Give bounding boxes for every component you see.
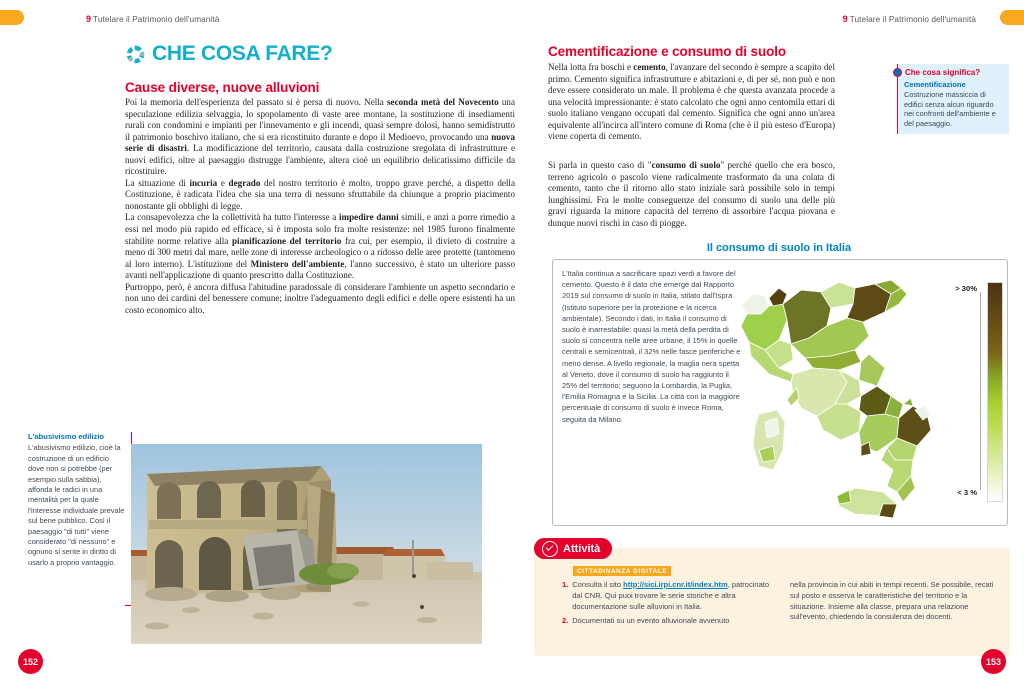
figure-caption: L'Italia continua a sacrificare spazi verdi a favore del cemento. Questo è il dato che emerge dal Rapporto 2019 sul consumo di suolo in Italia, stilato dall'Ispra (Istituto superiore per la protezione e la ricerca ambientale). Secondo i dati, in Italia il consumo di suolo è inarrestabile: quasi la metà della perdita di suolo si concentra nelle aree urbane, il 15% in quelle centrali e semicentrali, il 32% nelle fasce periferiche e meno dense. A livello regionale, la maglia nera spetta al Veneto, dove il consumo di suolo ha raggiunto il 25% del territorio; seguono la Lombardia, la Puglia, l'Emilia Romagna e la Sicilia. La città con la maggiore percentuale di consumo di suolo è invece Roma, seguita da Milano. [562,269,741,424]
activity-item [562,616,772,627]
running-head-right [843,14,976,24]
chapter-number-right: 9 [842,14,848,24]
check-circle-icon [542,541,558,557]
side-note-text: L'abusivismo edilizio, cioè la costruzione di un edificio dove non si potrebbe (per esempio sulla sabbia), affonda le radici in una mentalità per la quale l'interesse individuale prevale sul bene pubblico. Così il paesaggio "di tutti" viene considerato "di nessuno" e ognuno si sente in diritto di usarlo a proprio vantaggio. [28,443,125,567]
glossary-definition: Costruzione massiccia di edifici senza alcun riguardo nei confronti dell'ambiente e del paesaggio. [904,90,996,128]
heading-cementificazione: Cementificazione e consumo di suolo [548,44,787,59]
legend-gradient-bar [987,282,1003,502]
activity-text-before: Consulta il sito [572,580,624,589]
heading-cause-diverse: Cause diverse, nuove alluvioni [125,80,320,95]
side-note-abusivismo [28,432,132,568]
activity-badge-label: Attività [563,542,601,555]
activity-item-number: 1. [562,580,569,589]
activity-link[interactable]: http://sici.irpi.cnr.it/index.htm [623,580,728,589]
glossary-header [904,68,1004,77]
chapter-tab-left [0,10,24,25]
activity-badge [534,538,612,559]
activity-column-2: nella provincia in cui abiti in tempi recenti. Se possibile, recati sul posto e osserva le caratteristiche del territorio e la situazione. Insieme alla classe, prepara una relazione sull'evento, chiedendo la consulenza dei docenti. [790,580,994,622]
glossary-term: Cementificazione [904,80,966,89]
legend-axis-line [980,292,981,490]
activity-text-after: , patrocinato dal CNR. Qui puoi trovare le serie storiche e altra documentazione sulle alluvioni in Italia. [572,580,769,611]
chapter-number-left: 9 [86,14,92,24]
chapter-tab-right [1000,10,1024,25]
photo-edificio-abusivo [131,444,482,644]
side-note-title: L'abusivismo edilizio [28,432,105,441]
activity-columns [562,580,1000,652]
map-legend [955,282,1007,504]
activity-item-text [572,580,772,612]
folio-left: 152 [18,649,43,674]
activity-item [562,580,772,612]
right-body-text-2: Si parla in questo caso di "consumo di suolo" perché quello che era bosco, terreno agricolo o pascolo viene radicalmente trasformato da una colata di cemento, tanto che il ritorno allo stato iniziale sarà possibile solo in tempi lunghissimi. Fra le molte conseguenze del consumo di suolo una delle più gravi riguarda la minore capacità del terreno di assorbire l'acqua piovana e dunque nuovi rischi in caso di piogge. [548,160,835,228]
running-head-title-right: Tutelare il Patrimonio dell'umanità [849,15,976,24]
italy-choropleth-map [735,264,940,522]
legend-label-max: > 30% [955,284,977,293]
glossary-box [897,64,1009,134]
folio-right: 153 [981,649,1006,674]
activity-item-text: Documentati su un evento alluvionale avvenuto [572,616,730,626]
glossary-head-label: Che cosa significa? [905,68,981,77]
info-dot-icon [893,68,902,77]
figure-title: Il consumo di suolo in Italia [706,242,852,254]
activity-tag: CITTADINANZA DIGITALE [573,566,671,576]
legend-label-min: < 3 % [957,488,977,497]
che-cosa-fare-title: CHE COSA FARE? [152,42,333,65]
running-head-left [86,14,219,24]
activity-column-1 [562,580,772,652]
left-body-text: Poi la memoria dell'esperienza del passato si è persa di nuovo. Nella seconda metà del Novecento una speculazione edilizia selvaggia, lo spopolamento di vaste aree montane, la sostituzione di insediamenti rurali con condomìni e impianti per l'innevamento e gli incendi, quasi sempre dolosi, hanno semidistrutto il patrimonio boschivo italiano, che si era ricostituito durante e dopo il Medioevo, provocando una nuova serie di disastri. La modificazione del territorio, causata dalla costruzione sregolata di infrastrutture e nuovi edifici, oltre al paesaggio distrugge l'ambiente, altera cioè un equilibrio delicatissimo difficile da ricostituire. La situazione di incuria e degrado del nostro territorio è molto, troppo grave perché, a dispetto della Costituzione, è radicata l'idea che sia una terra di nessuno sfruttabile da chiunque a proprio piacimento nonostante gli obblighi di legge. La consapevolezza che la collettività ha tutto l'interesse a impedire danni simili, e anzi a porre rimedio a essi nel modo più rapido ed efficace, si è imposta solo fra molte resistenze: nel 1985 furono finalmente stabilite norme relative alla pianificazione del territorio fra cui, per esempio, il divieto di costruire a meno di 300 metri dal mare, nelle zone di interesse archeologico o a ridosso delle aree protette (tantomeno al loro interno). L'istituzione del Ministero dell'ambiente, l'anno successivo, è stato un ulteriore passo avanti nell'applicazione di quanto prescritto dalla Costituzione. Purtroppo, però, è ancora diffusa l'abitudine paradossale di considerare l'ambiente un aspetto secondario e non uno dei cardini del benessere comune; inoltre l'adeguamento degli edifici e delle opere esistenti ha un costo economico alto. [125,97,516,315]
che-cosa-fare-header [125,42,333,66]
running-head-title-left: Tutelare il Patrimonio dell'umanità [93,15,220,24]
activity-item-number: 2. [562,616,569,626]
right-body-text-1: Nella lotta fra boschi e cemento, l'avanzare del secondo è sempre a scapito del primo. Cemento significa infrastrutture e abitazioni e, di per sé, non può e non deve essere considerato un male. Il problema è che questa avanzata procede a una velocità impressionante: è stato calcolato che ogni anno centomila ettari di suolo italiano vengano occupati dal cemento. Significa che ogni anno un'area equivalente all'incirca all'intero comune di Roma (che è il più esteso d'Europa) viene coperta di cemento. [548,62,835,142]
segmented-circle-icon [125,44,146,65]
